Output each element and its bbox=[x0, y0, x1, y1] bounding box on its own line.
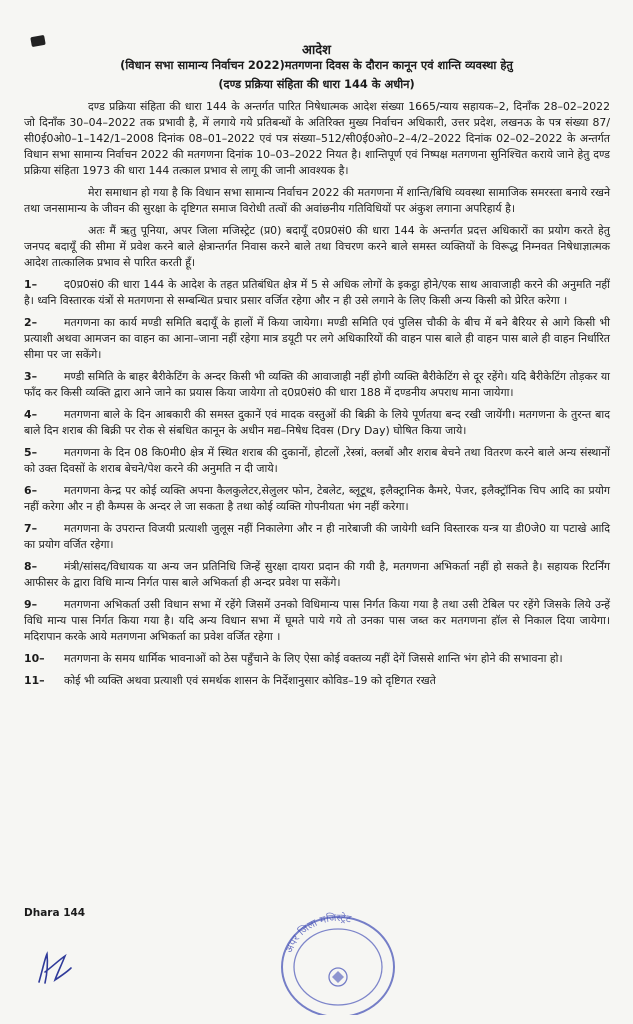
order-subtitle: (विधान सभा सामान्य निर्वाचन 2022)मतगणना दिवस के दौरान कानून एवं शान्ति व्यवस्था हेतु bbox=[120, 58, 513, 72]
item-text: मतगणना के उपरान्त विजयी प्रत्याशी जुलूस नहीं निकालेगा और न ही नारेबाजी की जायेगी ध्वनि विस्तारक यन्त्र या डी0जे0 या पटाखे आदि का प्रयोग वर्जित रहेगा। bbox=[24, 522, 610, 551]
order-item bbox=[24, 369, 610, 401]
document-file-label: Dhara 144 bbox=[24, 907, 86, 919]
item-text: मंत्री/सांसद/विधायक या अन्य जन प्रतिनिधि जिन्हें सुरक्षा दायरा प्रदान की गयी है, मतगणना अभिकर्ता नहीं हो सकते है। सहायक रिटर्निंग आफीसर के द्वारा विधि मान्य निर्गत पास बाले अभिकर्ता ही अन्दर प्रवेश पा सकेंगे। bbox=[24, 560, 610, 589]
intro-paragraph: दण्ड प्रक्रिया संहिता की धारा 144 के अन्तर्गत पारित निषेधात्मक आदेश संख्या 1665/न्याय सहायक–2, दिनाँक 28–02–2022 जो दिनाँक 30–04–2022 तक प्रभावी है, में लगाये गये प्रतिबन्धों के अतिरिक्त मुख्य निर्वाचन अधिकारी, उत्तर प्रदेश, लखनऊ के पत्र संख्या 87/सी0ई0ओ0–1–142/1–2008 दिनांक 08–01–2022 एवं पत्र संख्या–512/सी0ई0ओ0–2–4/2–2022 दिनांक 02–02–2022 के अन्तर्गत विधान सभा सामान्य निर्वाचन 2022 की मतगणना दिनांक 10–03–2022 नियत है। शान्तिपूर्ण एवं निष्पक्ष मतगणना सुनिश्चित कराये जाने हेतु दण्ड प्रक्रिया संहिता 1973 की धारा 144 तत्काल प्रभाव से लागू की जानी आवश्यक है। bbox=[24, 100, 610, 177]
order-item bbox=[24, 673, 610, 689]
item-number: 6– bbox=[24, 484, 38, 497]
order-item bbox=[24, 315, 610, 363]
item-number: 9– bbox=[24, 598, 38, 611]
order-section-reference: (दण्ड प्रक्रिया संहिता की धारा 144 के अधीन) bbox=[218, 77, 415, 91]
item-number: 1– bbox=[24, 278, 38, 291]
order-item bbox=[24, 407, 610, 439]
item-number: 10– bbox=[24, 652, 45, 665]
item-text: मतगणना के दिन 08 कि0मी0 क्षेत्र में स्थित शराब की दुकानों, होटलों ,रेस्त्रां, क्लबों और शराब बेचने तथा वितरण करने बाले अन्य संस्थानों को उक्त दिवसों के शराब बेचने/पेश करने की अनुमति न दी जाये। bbox=[24, 446, 610, 475]
item-text: मतगणना केन्द्र पर कोई व्यक्ति अपना कैलकुलेटर,सेलुलर फोन, टेबलेट, ब्लूटूथ, इलैक्ट्रानिक कैमरे, पेजर, इलैक्ट्रॉनिक चिप आदि का प्रयोग नहीं करेगा और न ही कैम्पस के अन्दर ले जा सकता है तथा कोई व्यक्ति गोपनीयता भंग नहीं करेगा। bbox=[24, 484, 610, 513]
order-item bbox=[24, 521, 610, 553]
order-item bbox=[24, 483, 610, 515]
stamp-text: अपर जिला मजिस्ट्रेट bbox=[284, 912, 352, 955]
item-text: मण्डी समिति के बाहर बैरीकेटिंग के अन्दर किसी भी व्यक्ति की आवाजाही नहीं होगी व्यक्ति बैरीकेटिंग से दूर रहेंगे। यदि बैरीकेटिंग तोड़कर या फाँद कर किसी व्यक्ति द्वारा आने जाने का प्रयास किया जायेगा तो द0प्र0सं0 की धारा 188 में दण्डनीय अपराध माना जायेगा। bbox=[24, 370, 610, 399]
item-text: मतगणना के समय धार्मिक भावनाओं को ठेस पहुँचाने के लिए ऐसा कोई वक्तव्य नहीं देगें जिससे शान्ति भंग होने की सभावना हो। bbox=[64, 652, 563, 665]
item-text: मतगणना बाले के दिन आबकारी की समस्त दुकानें एवं मादक वस्तुओं की बिक्री के लिये पूर्णतया बन्द रखी जायेंगी। मतगणना के तुरन्त बाद बाले दिन शराब की बिक्री पर रोक से संबधित कानून के अधीन मद्य–निषेध दिवस (Dry Day) घोषित किया जाये। bbox=[24, 408, 610, 437]
item-number: 2– bbox=[24, 316, 38, 329]
official-seal-stamp bbox=[262, 895, 412, 1015]
item-number: 5– bbox=[24, 446, 38, 459]
item-number: 3– bbox=[24, 370, 38, 383]
order-item bbox=[24, 277, 610, 309]
item-text: मतगणना अभिकर्ता उसी विधान सभा में रहेंगे जिसमें उनको विधिमान्य पास निर्गत किया गया है तथा उसी टेबिल पर रहेंगे जिसके लिये उन्हें विधि मान्य पास निर्गत किया गया है। यदि अन्य विधान सभा में घूमते पाये गये तो उनका पास जब्त कर मतगणना हॉल से निकाल दिया जायेगा। मदिरापान करके आये मतगणना अभिकर्ता का प्रवेश वर्जित रहेगा । bbox=[24, 598, 610, 643]
order-item bbox=[24, 559, 610, 591]
signature-mark bbox=[35, 950, 75, 986]
item-text: मतगणना का कार्य मण्डी समिति बदायूँ के हालों में किया जायेगा। मण्डी समिति एवं पुलिस चौकी के बीच में बने बैरियर से आगे किसी भी प्रत्याशी अथवा आमजन का वाहन का आना–जाना नहीं रहेगा मात्र डयूटी पर लगे अधिकारियों की वाहन पास बाले ही वाहन पास बाले ही वाहन निर्धारित सीमा पर जा सकेंगे। bbox=[24, 316, 610, 361]
item-number: 7– bbox=[24, 522, 38, 535]
order-item bbox=[24, 651, 610, 667]
item-text: द0प्र0सं0 की धारा 144 के आदेश के तहत प्रतिबंधित क्षेत्र में 5 से अधिक लोगों के इकट्ठा होने/एक साथ आवाजाही करने की अनुमति नहीं है। ध्वनि विस्तारक यंत्रों से मतगणना से सम्बन्धित प्रचार प्रसार वर्जित रहेगा और न ही उसे लगाने के लिए किसी अन्य किसी को प्रेरित करेगा । bbox=[24, 278, 610, 307]
item-text: कोई भी व्यक्ति अथवा प्रत्याशी एवं समर्थक शासन के निर्देशानुसार कोविड–19 को दृष्टिगत रखते bbox=[64, 674, 436, 687]
order-item bbox=[24, 445, 610, 477]
item-number: 4– bbox=[24, 408, 38, 421]
item-number: 11– bbox=[24, 674, 45, 687]
order-body bbox=[24, 99, 610, 695]
intro-paragraph: अतः मैं ऋतु पूनिया, अपर जिला मजिस्ट्रेट (प्र0) बदायूँ द0प्र0सं0 की धारा 144 के अन्तर्गत प्रदत्त अधिकारों का प्रयोग करते हेतु जनपद बदायूँ की सीमा में प्रवेश करने बाले क्षेत्रान्तर्गत निवास करने बाले तथा विचरण करने बाले समस्त व्यक्तियों के विरूद्ध निम्नवत निषेधाज्ञात्मक आदेश तात्कालिक प्रभाव से पारित करती हूँ। bbox=[24, 224, 610, 269]
item-number: 8– bbox=[24, 560, 38, 573]
order-item bbox=[24, 597, 610, 645]
order-title: आदेश bbox=[301, 43, 332, 58]
intro-paragraph: मेरा समाधान हो गया है कि विधान सभा सामान्य निर्वाचन 2022 की मतगणना में शान्ति/बिधि व्यवस्था सामाजिक समरस्ता बनाये रखने तथा जनसामान्य के जीवन की सुरक्षा के दृष्टिगत समाज विरोधी तत्वों की अवांछनीय गतिविधियों पर अंकुश लगाना अपरिहार्य है। bbox=[24, 186, 610, 215]
